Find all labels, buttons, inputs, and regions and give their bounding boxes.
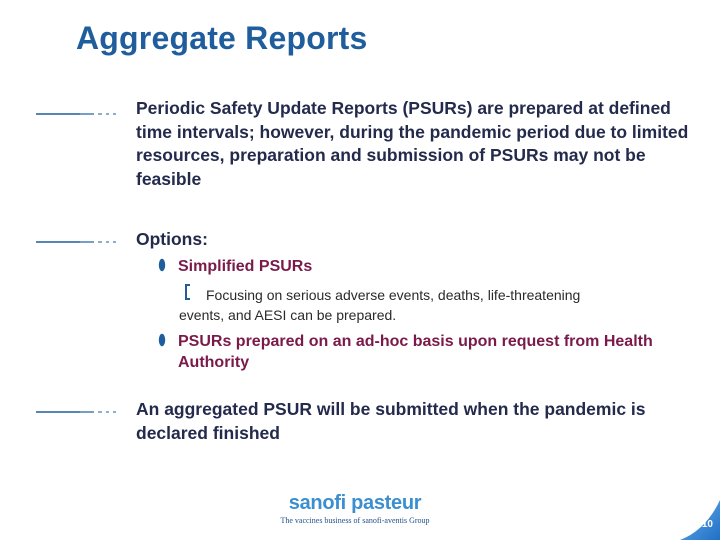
logo-wordmark: sanofi pasteur: [288, 492, 422, 514]
detail-line-2: events, and AESI can be prepared.: [179, 307, 397, 323]
dash-bullet-icon: [36, 112, 122, 116]
simplified-psurs-detail: [179, 285, 666, 325]
page-number: 10: [701, 519, 713, 530]
option-simplified-psurs: Simplified PSURs: [178, 258, 313, 275]
sanofi-pasteur-logo: [270, 492, 440, 532]
slide-title: Aggregate Reports: [76, 20, 368, 56]
dash-bullet-icon: [36, 410, 122, 414]
bracket-bullet-icon: [183, 284, 193, 300]
logo-tagline: The vaccines business of sanofi-aventis Group: [280, 516, 430, 525]
dash-bullet-icon: [36, 240, 122, 244]
detail-line-1: Focusing on serious adverse events, deaths, life-threatening: [206, 287, 581, 303]
option-adhoc-psurs: PSURs prepared on an ad-hoc basis upon request from Health Authority: [178, 333, 653, 371]
oval-bullet-icon: [158, 333, 166, 347]
oval-bullet-icon: [158, 258, 166, 272]
aggregated-psur-text: An aggregated PSUR will be submitted when the pandemic is declared finished: [136, 399, 646, 443]
corner-triangle-icon: [680, 500, 720, 540]
options-label: Options:: [136, 229, 208, 249]
page-number-badge: [680, 500, 720, 540]
psur-intro-text: Periodic Safety Update Reports (PSURs) are prepared at defined time intervals; however, during the pandemic period due to limited resources, preparation and submission of PSURs may not be feasible: [136, 98, 689, 189]
